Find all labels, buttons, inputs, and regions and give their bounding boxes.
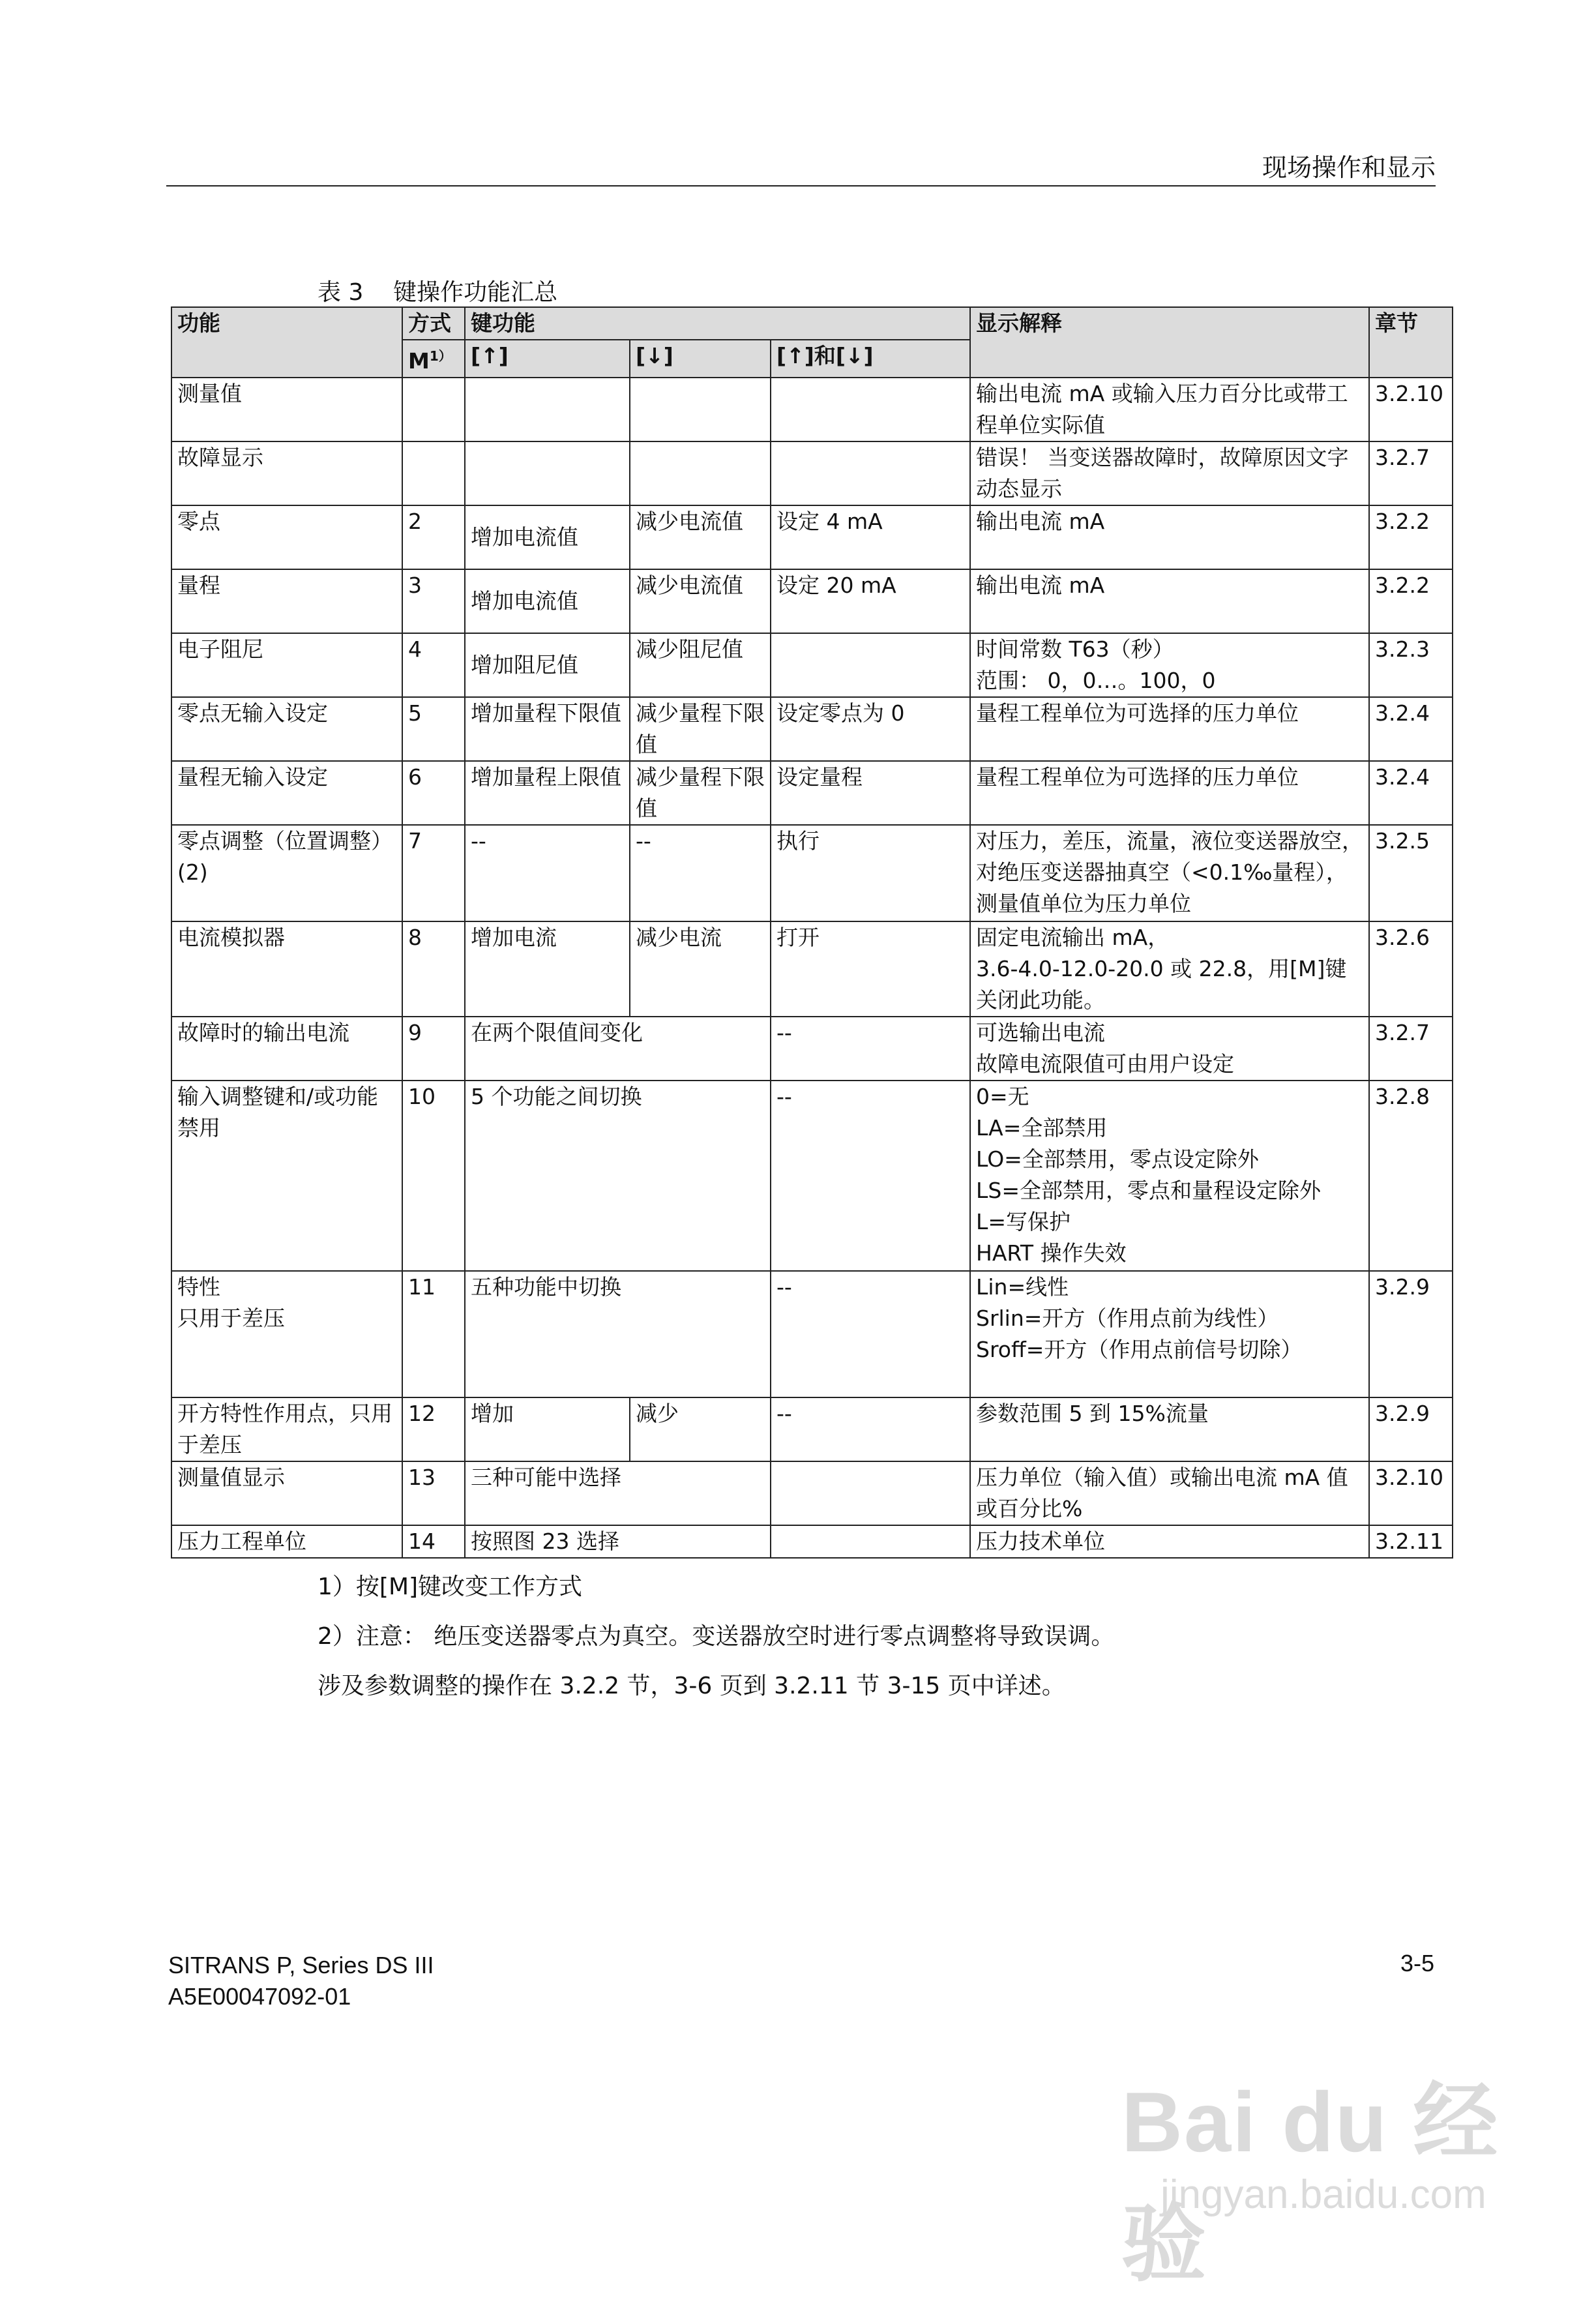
header-up-key: [↑]	[465, 340, 630, 378]
page-footer	[168, 1950, 434, 2012]
cell-chapter: 3.2.10	[1369, 1461, 1453, 1525]
cell-function: 零点	[171, 505, 402, 569]
cell-function: 测量值显示	[171, 1461, 402, 1525]
cell-display: 输出电流 mA	[970, 569, 1369, 633]
table-row	[171, 761, 1453, 825]
header-mode-m	[402, 340, 465, 378]
cell-mode: 10	[402, 1081, 465, 1271]
table-row	[171, 697, 1453, 761]
cell-down: 减少电流值	[630, 505, 771, 569]
cell-down	[630, 441, 771, 505]
mode-m-label: M	[408, 348, 430, 374]
table-row	[171, 441, 1453, 505]
cell-display: 时间常数 T63（秒） 范围： 0，0…。100，0	[970, 633, 1369, 697]
cell-display: 输出电流 mA 或输入压力百分比或带工程单位实际值	[970, 378, 1369, 441]
cell-down: 减少电流值	[630, 569, 771, 633]
cell-mode	[402, 378, 465, 441]
watermark-url: jingyan.baidu.com	[1160, 2172, 1486, 2217]
cell-mode: 2	[402, 505, 465, 569]
header-mode: 方式	[402, 307, 465, 340]
cell-display: 错误！ 当变送器故障时，故障原因文字动态显示	[970, 441, 1369, 505]
cell-both: 执行	[771, 825, 970, 921]
table-row	[171, 921, 1453, 1017]
cell-both	[771, 441, 970, 505]
cell-chapter: 3.2.6	[1369, 921, 1453, 1017]
cell-display: 量程工程单位为可选择的压力单位	[970, 761, 1369, 825]
cell-up-down: 按照图 23 选择	[465, 1525, 771, 1558]
cell-mode: 7	[402, 825, 465, 921]
page-number: 3-5	[1400, 1950, 1434, 1977]
cell-function: 零点调整（位置调整）(2)	[171, 825, 402, 921]
cell-function: 量程无输入设定	[171, 761, 402, 825]
baidu-watermark	[1121, 2054, 1513, 2291]
table-row	[171, 505, 1453, 569]
cell-up-down: 在两个限值间变化	[465, 1017, 771, 1081]
cell-down: 减少阻尼值	[630, 633, 771, 697]
table-row	[171, 378, 1453, 441]
cell-mode	[402, 441, 465, 505]
cell-up-down: 三种可能中选择	[465, 1461, 771, 1525]
table-row	[171, 1461, 1453, 1525]
cell-mode: 3	[402, 569, 465, 633]
cell-chapter: 3.2.11	[1369, 1525, 1453, 1558]
cell-chapter: 3.2.2	[1369, 569, 1453, 633]
note-2: 2）注意： 绝压变送器零点为真空。变送器放空时进行零点调整将导致误调。	[318, 1623, 1115, 1650]
cell-display: 对压力，差压，流量，液位变送器放空，对绝压变送器抽真空（<0.1‰量程），测量值单位为压力单位	[970, 825, 1369, 921]
cell-function: 故障显示	[171, 441, 402, 505]
header-chapter: 章节	[1369, 307, 1453, 378]
cell-both: 设定 20 mA	[771, 569, 970, 633]
cell-both: 设定零点为 0	[771, 697, 970, 761]
footnote-ref: 1）	[429, 348, 452, 364]
table-notes	[318, 1572, 1114, 1720]
cell-mode: 13	[402, 1461, 465, 1525]
cell-up: 增加电流值	[465, 569, 630, 633]
cell-chapter: 3.2.7	[1369, 1017, 1453, 1081]
cell-display: 压力单位（输入值）或输出电流 mA 值或百分比%	[970, 1461, 1369, 1525]
footer-product: SITRANS P, Series DS III	[168, 1952, 434, 1978]
cell-function: 输入调整键和/或功能禁用	[171, 1081, 402, 1271]
cell-chapter: 3.2.4	[1369, 761, 1453, 825]
cell-function: 电子阻尼	[171, 633, 402, 697]
cell-down: --	[630, 825, 771, 921]
footer-doc-id: A5E00047092-01	[168, 1983, 351, 2010]
cell-mode: 6	[402, 761, 465, 825]
cell-function: 开方特性作用点，只用于差压	[171, 1397, 402, 1461]
cell-mode: 4	[402, 633, 465, 697]
cell-display: Lin=线性 Srlin=开方（作用点前为线性） Sroff=开方（作用点前信号切除）	[970, 1271, 1369, 1397]
cell-mode: 12	[402, 1397, 465, 1461]
cell-chapter: 3.2.2	[1369, 505, 1453, 569]
cell-mode: 11	[402, 1271, 465, 1397]
header-display: 显示解释	[970, 307, 1369, 378]
watermark-brand: Bai du 经验	[1121, 2074, 1500, 2291]
cell-up: 增加	[465, 1397, 630, 1461]
cell-display: 量程工程单位为可选择的压力单位	[970, 697, 1369, 761]
table-row	[171, 825, 1453, 921]
cell-function: 测量值	[171, 378, 402, 441]
table-row	[171, 1397, 1453, 1461]
cell-function: 特性 只用于差压	[171, 1271, 402, 1397]
table-row	[171, 1017, 1453, 1081]
table-caption: 表 3 键操作功能汇总	[318, 279, 558, 306]
cell-display: 0=无 LA=全部禁用 LO=全部禁用，零点设定除外 LS=全部禁用，零点和量程设定除外 L=写保护 HART 操作失效	[970, 1081, 1369, 1271]
table-row	[171, 1081, 1453, 1271]
cell-down: 减少电流	[630, 921, 771, 1017]
cell-display: 可选输出电流 故障电流限值可由用户设定	[970, 1017, 1369, 1081]
cell-mode: 14	[402, 1525, 465, 1558]
cell-down: 减少	[630, 1397, 771, 1461]
cell-both: 打开	[771, 921, 970, 1017]
cell-up-down: 5 个功能之间切换	[465, 1081, 771, 1271]
cell-chapter: 3.2.5	[1369, 825, 1453, 921]
cell-both	[771, 378, 970, 441]
header-down-key: [↓]	[630, 340, 771, 378]
cell-both: 设定 4 mA	[771, 505, 970, 569]
cell-display: 固定电流输出 mA， 3.6-4.0-12.0-20.0 或 22.8，用[M]键关闭此功能。	[970, 921, 1369, 1017]
cell-up: 增加量程下限值	[465, 697, 630, 761]
cell-function: 量程	[171, 569, 402, 633]
cell-both	[771, 1525, 970, 1558]
cell-mode: 8	[402, 921, 465, 1017]
cell-mode: 9	[402, 1017, 465, 1081]
cell-function: 故障时的输出电流	[171, 1017, 402, 1081]
cell-function: 零点无输入设定	[171, 697, 402, 761]
cell-up: 增加电流值	[465, 505, 630, 569]
header-both-keys: [↑]和[↓]	[771, 340, 970, 378]
cell-up: 增加量程上限值	[465, 761, 630, 825]
cell-chapter: 3.2.9	[1369, 1397, 1453, 1461]
table-row	[171, 1271, 1453, 1397]
cell-chapter: 3.2.3	[1369, 633, 1453, 697]
cell-both: 设定量程	[771, 761, 970, 825]
cell-up	[465, 441, 630, 505]
header-key-functions: 键功能	[465, 307, 970, 340]
cell-display: 参数范围 5 到 15%流量	[970, 1397, 1369, 1461]
cell-both	[771, 633, 970, 697]
running-header: 现场操作和显示	[1262, 153, 1436, 182]
cell-up: 增加电流	[465, 921, 630, 1017]
note-3: 涉及参数调整的操作在 3.2.2 节，3-6 页到 3.2.11 节 3-15 页中详述。	[318, 1673, 1065, 1699]
cell-both: --	[771, 1271, 970, 1397]
cell-chapter: 3.2.10	[1369, 378, 1453, 441]
cell-display: 输出电流 mA	[970, 505, 1369, 569]
cell-up	[465, 378, 630, 441]
cell-both: --	[771, 1081, 970, 1271]
table-row	[171, 633, 1453, 697]
cell-chapter: 3.2.9	[1369, 1271, 1453, 1397]
cell-up: --	[465, 825, 630, 921]
cell-function: 电流模拟器	[171, 921, 402, 1017]
note-1: 1）按[M]键改变工作方式	[318, 1574, 583, 1600]
cell-chapter: 3.2.7	[1369, 441, 1453, 505]
table-row	[171, 569, 1453, 633]
cell-both	[771, 1461, 970, 1525]
cell-down	[630, 378, 771, 441]
header-function: 功能	[171, 307, 402, 378]
cell-both: --	[771, 1397, 970, 1461]
table-row	[171, 1525, 1453, 1558]
cell-down: 减少量程下限值	[630, 697, 771, 761]
cell-chapter: 3.2.8	[1369, 1081, 1453, 1271]
header-rule	[166, 185, 1436, 187]
key-function-table	[171, 306, 1453, 1559]
cell-chapter: 3.2.4	[1369, 697, 1453, 761]
cell-display: 压力技术单位	[970, 1525, 1369, 1558]
cell-up: 增加阻尼值	[465, 633, 630, 697]
cell-both: --	[771, 1017, 970, 1081]
cell-down: 减少量程下限值	[630, 761, 771, 825]
cell-function: 压力工程单位	[171, 1525, 402, 1558]
cell-mode: 5	[402, 697, 465, 761]
cell-up-down: 五种功能中切换	[465, 1271, 771, 1397]
